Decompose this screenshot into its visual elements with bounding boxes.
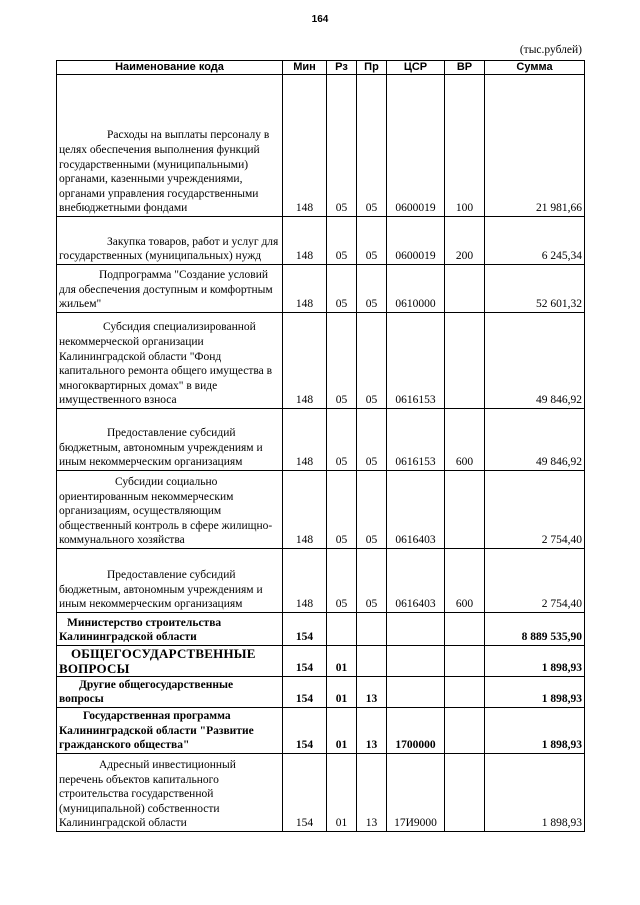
row-sum: 1 898,93 bbox=[485, 708, 585, 754]
column-header-csr: ЦСР bbox=[387, 61, 445, 75]
row-vr bbox=[445, 265, 485, 313]
row-name bbox=[57, 265, 283, 313]
row-name-text: Закупка товаров, работ и услуг для государственных (муниципальных) нужд bbox=[59, 235, 279, 263]
row-vr bbox=[445, 471, 485, 549]
table-row bbox=[57, 471, 585, 549]
column-header-name: Наименование кода bbox=[57, 61, 283, 75]
table-row bbox=[57, 409, 585, 471]
row-name-text: Предоставление субсидий бюджетным, автономным учреждениям и иным некоммерческим организациям bbox=[59, 427, 263, 469]
row-vr bbox=[445, 708, 485, 754]
row-min: 148 bbox=[283, 471, 327, 549]
row-min: 148 bbox=[283, 217, 327, 265]
row-min: 148 bbox=[283, 75, 327, 217]
table-row bbox=[57, 646, 585, 677]
row-sum: 2 754,40 bbox=[485, 471, 585, 549]
row-csr: 0600019 bbox=[387, 75, 445, 217]
row-csr bbox=[387, 613, 445, 646]
row-pr: 05 bbox=[357, 409, 387, 471]
row-csr: 1700000 bbox=[387, 708, 445, 754]
units-label: (тыс.рублей) bbox=[519, 44, 582, 56]
row-sum: 2 754,40 bbox=[485, 549, 585, 613]
row-min: 148 bbox=[283, 313, 327, 409]
row-pr: 05 bbox=[357, 549, 387, 613]
row-rz bbox=[327, 613, 357, 646]
row-name bbox=[57, 708, 283, 754]
row-sum: 1 898,93 bbox=[485, 646, 585, 677]
row-vr bbox=[445, 313, 485, 409]
row-rz: 05 bbox=[327, 409, 357, 471]
row-min: 148 bbox=[283, 409, 327, 471]
row-vr: 100 bbox=[445, 75, 485, 217]
row-vr: 600 bbox=[445, 549, 485, 613]
row-name-text: Государственная программа Калининградской области "Развитие гражданского общества" bbox=[59, 710, 254, 752]
row-name bbox=[57, 75, 283, 217]
table-row bbox=[57, 708, 585, 754]
row-vr bbox=[445, 754, 485, 832]
row-name bbox=[57, 754, 283, 832]
row-pr: 05 bbox=[357, 471, 387, 549]
row-csr bbox=[387, 677, 445, 708]
row-name-text: Субсидия специализированной некоммерческой организации Калининградской области "Фонд капитального ремонта общего имущества в многоквартирных домах" в виде имущественного взноса bbox=[59, 321, 273, 407]
column-header-sum: Сумма bbox=[485, 61, 585, 75]
row-vr bbox=[445, 613, 485, 646]
row-csr: 0616403 bbox=[387, 471, 445, 549]
row-csr: 0600019 bbox=[387, 217, 445, 265]
row-csr: 0610000 bbox=[387, 265, 445, 313]
row-rz: 05 bbox=[327, 471, 357, 549]
row-pr: 05 bbox=[357, 75, 387, 217]
page-number: 164 bbox=[311, 14, 329, 25]
row-vr bbox=[445, 646, 485, 677]
table-row bbox=[57, 313, 585, 409]
row-csr bbox=[387, 646, 445, 677]
row-name bbox=[57, 217, 283, 265]
column-header-rz: Рз bbox=[327, 61, 357, 75]
row-pr: 13 bbox=[357, 677, 387, 708]
row-rz: 01 bbox=[327, 754, 357, 832]
row-csr: 0616403 bbox=[387, 549, 445, 613]
row-rz: 05 bbox=[327, 313, 357, 409]
row-pr: 05 bbox=[357, 265, 387, 313]
row-name bbox=[57, 677, 283, 708]
row-pr: 05 bbox=[357, 217, 387, 265]
row-pr bbox=[357, 646, 387, 677]
row-name-text: Субсидии социально ориентированным некоммерческим организациям, осуществляющим общественный контроль в сфере жилищно-коммунального хозяйства bbox=[59, 476, 273, 547]
row-name bbox=[57, 471, 283, 549]
row-vr bbox=[445, 677, 485, 708]
table-row bbox=[57, 217, 585, 265]
row-min: 154 bbox=[283, 708, 327, 754]
table-row bbox=[57, 265, 585, 313]
row-rz: 05 bbox=[327, 549, 357, 613]
row-vr: 600 bbox=[445, 409, 485, 471]
row-name-text: ОБЩЕГОСУДАРСТВЕННЫЕ ВОПРОСЫ bbox=[59, 646, 256, 676]
row-name-text: Подпрограмма "Создание условий для обеспечения доступным и комфортным жильем" bbox=[59, 269, 273, 311]
row-name bbox=[57, 313, 283, 409]
row-csr: 0616153 bbox=[387, 313, 445, 409]
row-min: 148 bbox=[283, 265, 327, 313]
row-sum: 21 981,66 bbox=[485, 75, 585, 217]
row-sum: 52 601,32 bbox=[485, 265, 585, 313]
row-sum: 8 889 535,90 bbox=[485, 613, 585, 646]
row-name bbox=[57, 646, 283, 677]
table-row bbox=[57, 75, 585, 217]
row-sum: 6 245,34 bbox=[485, 217, 585, 265]
row-min: 154 bbox=[283, 677, 327, 708]
column-header-vr: ВР bbox=[445, 61, 485, 75]
row-sum: 1 898,93 bbox=[485, 677, 585, 708]
row-rz: 01 bbox=[327, 677, 357, 708]
row-sum: 49 846,92 bbox=[485, 313, 585, 409]
row-name-text: Адресный инвестиционный перечень объектов капитального строительства государственной (муниципальной) собственности Калининградской области bbox=[59, 759, 236, 830]
table-row bbox=[57, 613, 585, 646]
row-name-text: Расходы на выплаты персоналу в целях обеспечения выполнения функций государственными (муниципальными) органами, казенными учреждениями, органами управления государственными внебюджетными фондами bbox=[59, 129, 270, 215]
row-min: 154 bbox=[283, 754, 327, 832]
column-header-min: Мин bbox=[283, 61, 327, 75]
budget-table bbox=[56, 60, 585, 832]
row-min: 154 bbox=[283, 646, 327, 677]
row-rz: 05 bbox=[327, 75, 357, 217]
table-row bbox=[57, 754, 585, 832]
row-rz: 05 bbox=[327, 217, 357, 265]
row-name bbox=[57, 613, 283, 646]
table-row bbox=[57, 677, 585, 708]
row-sum: 49 846,92 bbox=[485, 409, 585, 471]
row-pr: 13 bbox=[357, 754, 387, 832]
column-header-pr: Пр bbox=[357, 61, 387, 75]
row-rz: 01 bbox=[327, 708, 357, 754]
table-row bbox=[57, 549, 585, 613]
row-name-text: Другие общегосударственные вопросы bbox=[59, 678, 234, 706]
row-name-text: Министерство строительства Калининградской области bbox=[59, 616, 222, 644]
row-name bbox=[57, 549, 283, 613]
row-min: 154 bbox=[283, 613, 327, 646]
row-csr: 0616153 bbox=[387, 409, 445, 471]
row-pr: 05 bbox=[357, 313, 387, 409]
row-name bbox=[57, 409, 283, 471]
row-vr: 200 bbox=[445, 217, 485, 265]
row-rz: 05 bbox=[327, 265, 357, 313]
row-pr: 13 bbox=[357, 708, 387, 754]
row-pr bbox=[357, 613, 387, 646]
row-rz: 01 bbox=[327, 646, 357, 677]
row-sum: 1 898,93 bbox=[485, 754, 585, 832]
row-csr: 17И9000 bbox=[387, 754, 445, 832]
table-header-row bbox=[57, 61, 585, 75]
row-name-text: Предоставление субсидий бюджетным, автономным учреждениям и иным некоммерческим организациям bbox=[59, 569, 263, 611]
row-min: 148 bbox=[283, 549, 327, 613]
